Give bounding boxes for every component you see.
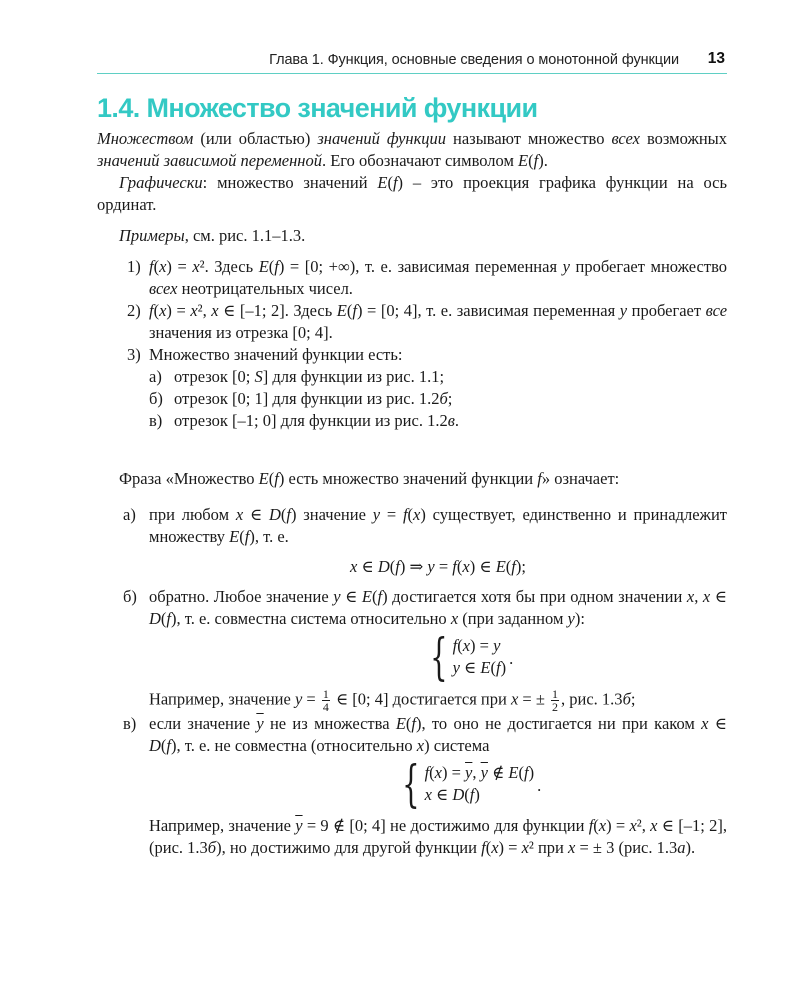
section-title: 1.4. Множество значений функции [97, 93, 538, 123]
definition-paragraph: Множеством (или областью) значений функции называют множество всех возможных значений зависимой переменной. Его обозначают символом E(f). [97, 129, 728, 170]
fraction-one-half: $\frac{1}{2}$ [552, 687, 559, 714]
examples-intro: Примеры, см. рис. 1.1–1.3. [119, 226, 306, 245]
left-brace: { [429, 628, 448, 686]
body-text [97, 128, 727, 859]
page-number: 13 [707, 50, 725, 67]
graphic-paragraph: Графически: множество значений E(f) – это проекция графика функции на ось ординат. [97, 173, 727, 214]
formula-implication: x ∈ D(f) ⇒ y = f(x) ∈ E(f); [350, 557, 526, 576]
example-2: 2) f(x) = x², x ∈ [–1; 2]. Здесь E(f) = [0; 4], т. е. зависимая переменная y пробегает все значения из отрезка [0; 4]. [127, 301, 728, 342]
item-c: в) если значение $\overline{y}$ не из множества E(f), то оно не достигается ни при каком x ∈ D(f), т. е. не совместна (относительно x) система { $f(x) = \overline{y}$, $\overline{y}$ ∉ E(f) x ∈ D(f) . Например, значение $\overline{y} = 9$ ∉ [0; 4] не достижимо для функции f(x) = x², x ∈ [–1; 2], (рис. 1.3б), но достижимо для другой функции f(x) = x² при x = ± 3 (рис. 1.3а). [123, 714, 727, 857]
item-b: б) обратно. Любое значение y ∈ E(f) достигается хотя бы при одном значении x, x ∈ D(f), т. е. совместна система относительно x (при заданном y): { f(x) = y y ∈ E(f) . Например, значение y = $\frac{1}{4}$ ∈ [0; 4] достигается при x = ± $\frac{1}{2}$ , рис. 1.3б; [123, 587, 728, 714]
system-b: { f(x) = y y ∈ E(f) . [429, 628, 514, 686]
phrase-paragraph: Фраза «Множество E(f) есть множество значений функции f» означает: [119, 469, 620, 488]
example-c: Например, значение $\overline{y} = 9$ ∉ [0; 4] не достижимо для функции f(x) = x², x ∈ [–1; 2], (рис. 1.3б), но достижимо для другой функции f(x) = x² при x = ± 3 (рис. 1.3а). [149, 816, 727, 857]
example-1: 1) f(x) = x². Здесь E(f) = [0; +∞), т. е. зависимая переменная y пробегает множество всех неотрицательных чисел. [127, 257, 727, 298]
example-3c: в) отрезок [–1; 0] для функции из рис. 1.2в. [149, 411, 459, 430]
system-c: { $f(x) = \overline{y}$, $\overline{y}$ ∉ E(f) x ∈ D(f) . [401, 755, 542, 813]
example-b: Например, значение y = $\frac{1}{4}$ ∈ [0; 4] достигается при x = ± $\frac{1}{2}$ , рис. 1.3б; [149, 687, 636, 714]
example-3b: б) отрезок [0; 1] для функции из рис. 1.2б; [149, 389, 453, 408]
item-a: а) при любом x ∈ D(f) значение y = f(x) существует, единственно и принадлежит множеству E(f), т. е. x ∈ D(f) ⇒ y = f(x) ∈ E(f); [123, 505, 727, 576]
example-3: 3) Множество значений функции есть: [127, 345, 403, 364]
chapter-title: Глава 1. Функция, основные сведения о монотонной функции [269, 52, 679, 68]
example-3a: а) отрезок [0; S] для функции из рис. 1.1; [149, 367, 445, 386]
fraction-one-quarter: $\frac{1}{4}$ [322, 687, 329, 714]
book-page [97, 0, 727, 1000]
left-brace: { [401, 755, 420, 813]
header-rule [97, 73, 727, 74]
running-header [97, 50, 727, 72]
